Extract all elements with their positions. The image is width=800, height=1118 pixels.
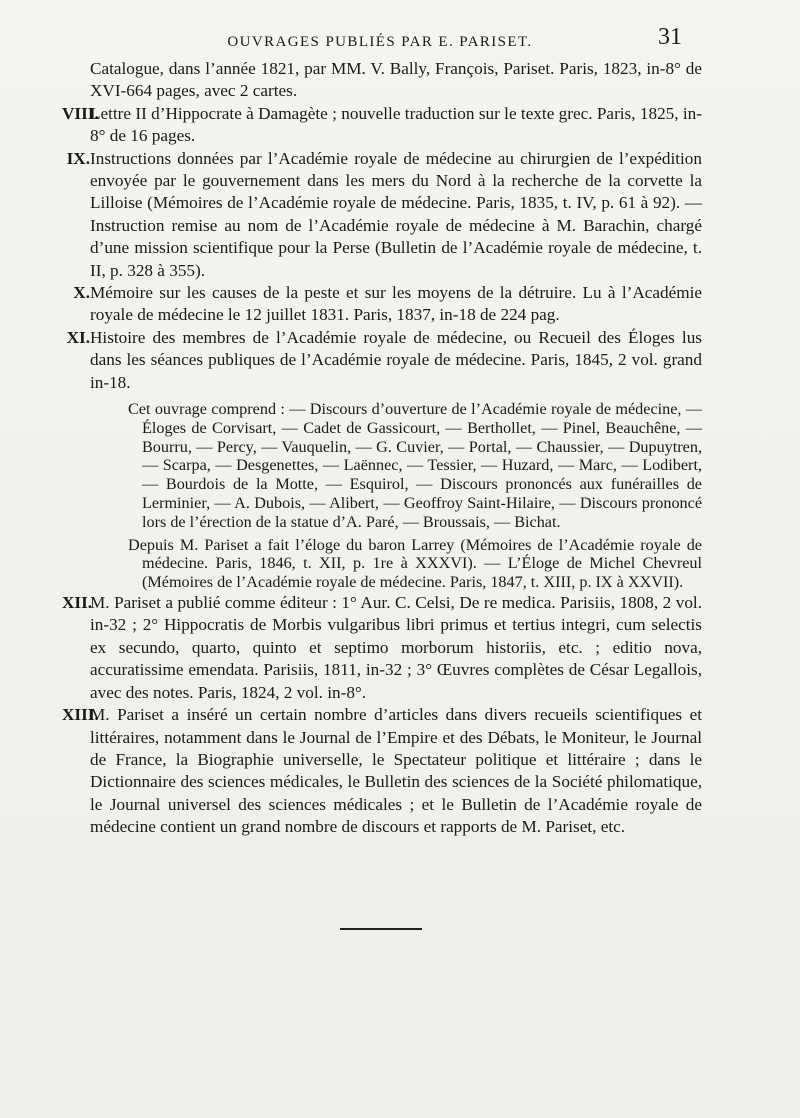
entry-note: Cet ouvrage comprend : — Discours d’ouverture de l’Académie royale de médecine, — Éloges de Corvisart, — Cadet de Gassicourt, — Berthollet, — Pinel, Beauchêne, — Bourru, — Percy, — Vauquelin, — G. Cuvier, — Portal, — Chaussier, — Dupuytren, — Scarpa, — Desgenettes, — Laënnec, — Tessier, — Huzard, — Marc, — Lodibert, — Bourdois de la Motte, — Esquirol, — Discours prononcés aux funérailles de Lerminier, — A. Dubois, — Alibert, — Geoffroy Saint-Hilaire, — Discours prononcé lors de l’érection de la statue d’A. Paré, — Broussais, — Bichat. <box>128 400 702 531</box>
entry-text: Histoire des membres de l’Académie royale de médecine, ou Recueil des Éloges lus dans les séances publiques de l’Académie royale de médecine. Paris, 1845, 2 vol. grand in-18. <box>90 327 702 392</box>
entry-x <box>62 282 702 327</box>
entry-text: M. Pariset a inséré un certain nombre d’articles dans divers recueils scientifiques et littéraires, notamment dans le Journal de l’Empire et des Débats, le Moniteur, le Journal de France, la Biographie universelle, le Spectateur politique et littéraire ; dans le Dictionnaire des sciences médicales, le Bulletin des sciences de la Société philomatique, le Journal universel des sciences médicales ; et le Bulletin de l’Académie royale de médecine contient un grand nombre de discours et rapports de M. Pariset, etc. <box>90 705 702 837</box>
entry-number: X. <box>73 283 90 303</box>
entry-text: Instructions données par l’Académie royale de médecine au chirurgien de l’expédition envoyée par le gouvernement dans les mers du Nord à la recherche de la corvette la Lilloise (Mémoires de l’Académie royale de médecine. Paris, 1835, t. IV, p. 61 à 92). — Instruction remise au nom de l’Académie royale de médecine à M. Barachin, chargé d’une mission scientifique pour la Perse (Bulletin de l’Académie royale de médecine, t. II, p. 328 à 355). <box>90 148 702 280</box>
entry-ix <box>62 148 702 282</box>
entry-number: XII. <box>62 593 93 613</box>
closing-rule <box>340 928 422 930</box>
entry-number: XIII. <box>62 705 99 725</box>
entry-xiii <box>62 704 702 838</box>
running-title: OUVRAGES PUBLIÉS PAR E. PARISET. <box>227 34 533 50</box>
entry-viii <box>62 103 702 148</box>
page-number: 31 <box>658 24 682 50</box>
entry-number: XI. <box>66 327 90 347</box>
continuation-text: Catalogue, dans l’année 1821, par MM. V. Bally, François, Pariset. Paris, 1823, in-8° de XVI-664 pages, avec 2 cartes. <box>90 59 702 101</box>
bibliography-list <box>62 58 702 839</box>
entry-number: IX. <box>66 148 90 168</box>
entry-note: Depuis M. Pariset a fait l’éloge du baron Larrey (Mémoires de l’Académie royale de médecine. Paris, 1846, t. XII, p. 1re à XXXVI). — L’Éloge de Michel Chevreul (Mémoires de l’Académie royale de médecine. Paris, 1847, t. XIII, p. IX à XXVII). <box>128 535 702 592</box>
entry-xi <box>62 327 702 592</box>
entry-text: Lettre II d’Hippocrate à Damagète ; nouvelle traduction sur le texte grec. Paris, 1825, in-8° de 16 pages. <box>90 103 702 146</box>
entry-number: VIII. <box>62 103 99 123</box>
entry-xii <box>62 592 702 704</box>
entry-text: Mémoire sur les causes de la peste et sur les moyens de la détruire. Lu à l’Académie royale de médecine le 12 juillet 1831. Paris, 1837, in-18 de 224 pag. <box>90 283 702 325</box>
entry-text: M. Pariset a publié comme éditeur : 1° Aur. C. Celsi, De re medica. Parisiis, 1808, 2 vol. in-32 ; 2° Hippocratis de Morbis vulgaribus libri primus et tertius integri, cum selectis ex secundo, quarto, quinto et septimo morborum historiis, etc. ; editio nova, accuratissime emendata. Parisiis, 1811, in-32 ; 3° Œuvres complètes de César Legallois, avec des notes. Paris, 1824, 2 vol. in-8°. <box>90 593 702 702</box>
